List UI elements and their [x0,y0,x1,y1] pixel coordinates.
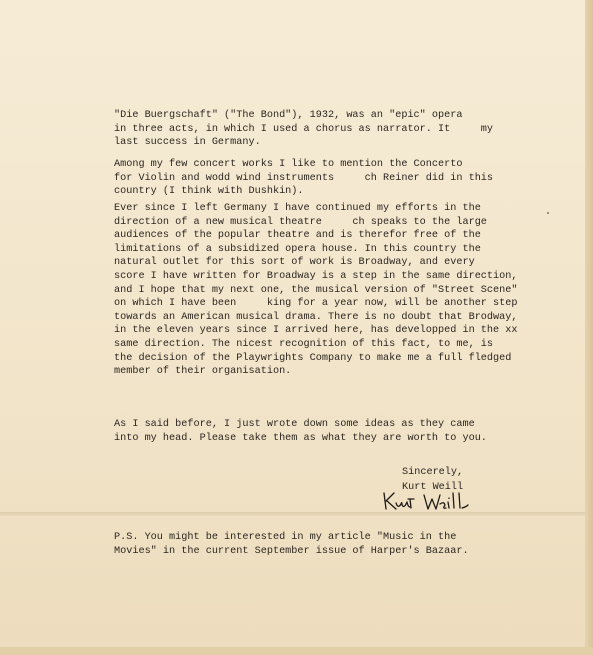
paragraph-concert-works: Among my few concert works I like to mention the Concerto for Violin and wodd wind instruments ch Reiner did in this country (I think with Dushkin). [114,159,494,198]
postscript: P.S. You might be interested in my article "Music in the Movies" in the current September issue of Harper's Bazaar. [114,532,469,557]
paper-fold [0,512,585,516]
typed-signature-name: Kurt Weill [402,482,464,493]
ink-speck [547,212,549,214]
closing-salutation: Sincerely, [402,467,464,478]
paper-bottom-edge [0,647,593,655]
paragraph-die-buergschaft: "Die Buergschaft" ("The Bond"), 1932, was an "epic" opera in three acts, in which I used a chorus as narrator. It my last success in Germany. [114,110,494,149]
paragraph-closing-remarks: As I said before, I just wrote down some ideas as they came into my head. Please take them as what they are worth to you. [114,419,487,444]
paragraph-musical-theatre: Ever since I left Germany I have continued my efforts in the direction of a new musical theatre ch speaks to the large audiences of the popular theatre and is therefor free of the limitations of a subsidized opera house. In this country the natural outlet for this sort of work is Broadway, and every score I have written for Broadway is a step in the same direction, and I hope that my next one, the musical version of "Street Scene" on which I have been king for a year now, will be another step towards an American musical drama. There is no doubt that Brodway, in the eleven years since I arrived here, has developped in the xx same direction. The nicest recognition of this fact, to me, is the decision of the Playwrights Company to make me a full fledged member of their organisation. [114,203,518,378]
paper-edge [585,0,593,655]
